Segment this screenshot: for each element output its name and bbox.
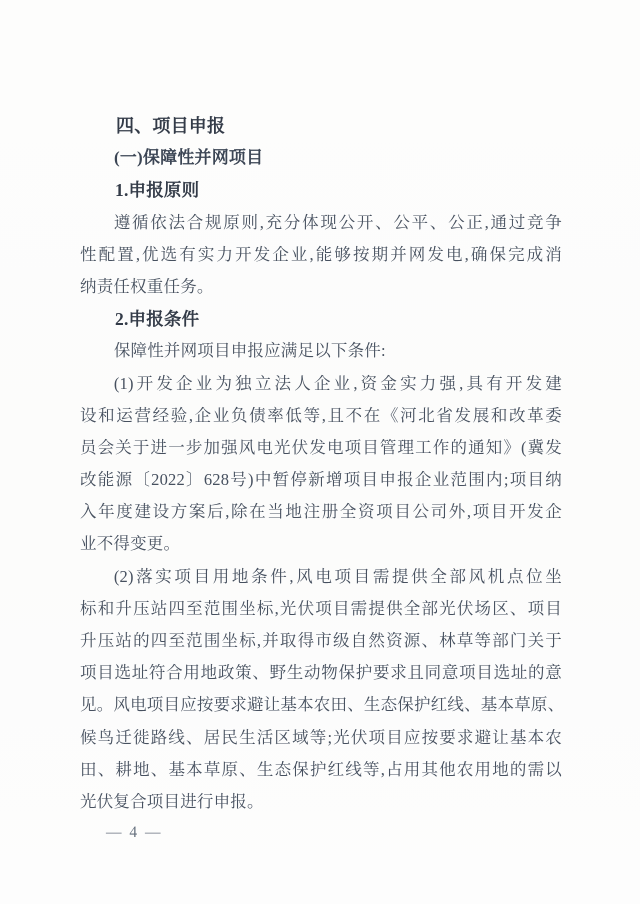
text-line: 设和运营经验,企业负债率低等,且不在《河北省发展和改革委 xyxy=(80,405,562,425)
page-number: — 4 — xyxy=(106,824,163,842)
text-line: 改能源〔2022〕628号)中暂停新增项目申报企业范围内;项目纳 xyxy=(80,470,562,490)
text-line: 纳责任权重任务。 xyxy=(80,276,214,296)
numbered-heading: 2.申报条件 xyxy=(115,309,200,330)
text-line: 标和升压站四至范围坐标,光伏项目需提供全部光伏场区、项目 xyxy=(80,598,562,618)
section-heading: 四、项目申报 xyxy=(116,116,226,136)
text-line: (2)落实项目用地条件,风电项目需提供全部风机点位坐 xyxy=(113,566,562,586)
numbered-heading: 1.申报原则 xyxy=(115,180,200,201)
text-line: (1)开发企业为独立法人企业,资金实力强,具有开发建 xyxy=(113,373,562,393)
text-line: 业不得变更。 xyxy=(80,534,181,554)
text-line: 升压站的四至范围坐标,并取得市级自然资源、林草等部门关于 xyxy=(80,631,562,650)
text-line: 见。风电项目应按要求避让基本农田、生态保护红线、基本草原、 xyxy=(80,695,565,715)
subsection-heading: (一)保障性并网项目 xyxy=(114,148,264,168)
text-line: 候鸟迁徙路线、居民生活区域等;光伏项目应按要求避让基本农 xyxy=(80,727,562,747)
text-line: 遵循依法合规原则,充分体现公开、公平、公正,通过竞争 xyxy=(113,212,562,232)
text-line: 员会关于进一步加强风电光伏发电项目管理工作的通知》(冀发 xyxy=(80,437,562,457)
text-line: 光伏复合项目进行申报。 xyxy=(80,791,264,811)
text-line: 性配置,优选有实力开发企业,能够按期并网发电,确保完成消 xyxy=(80,244,562,264)
text-line: 保障性并网项目申报应满足以下条件: xyxy=(113,341,386,361)
text-line: 入年度建设方案后,除在当地注册全资项目公司外,项目开发企 xyxy=(80,502,562,522)
document-body xyxy=(80,110,565,818)
text-line: 田、耕地、基本草原、生态保护红线等,占用其他农用地的需以 xyxy=(80,759,562,779)
text-line: 项目选址符合用地政策、野生动物保护要求且同意项目选址的意 xyxy=(80,663,562,683)
